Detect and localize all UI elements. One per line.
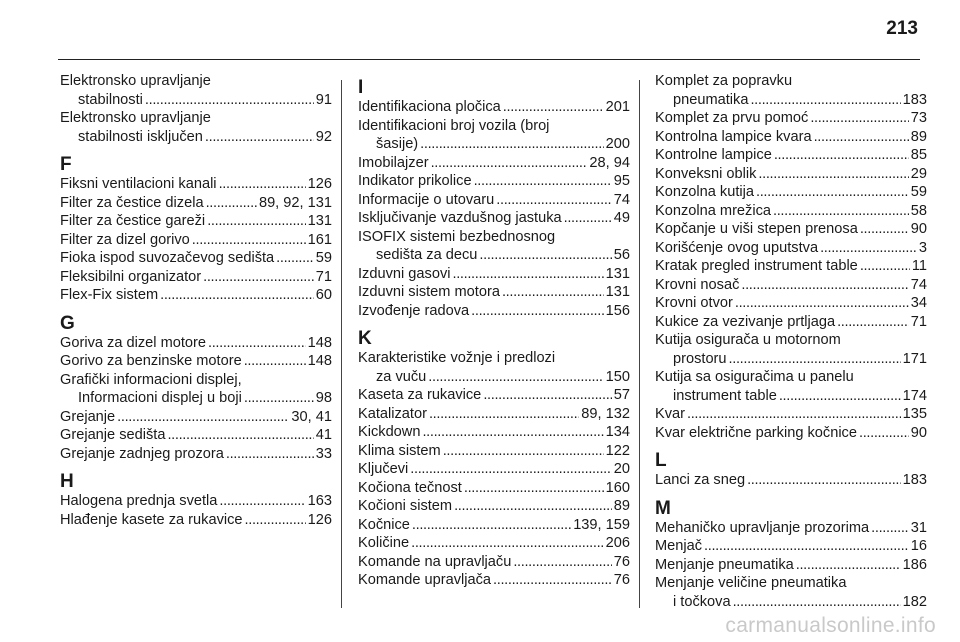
index-term: Flex-Fix sistem [60, 287, 159, 303]
dot-leader [820, 239, 917, 258]
page-reference: 182 [902, 593, 927, 610]
index-entry [655, 313, 927, 332]
dot-leader [810, 109, 908, 128]
dot-leader [219, 175, 306, 194]
page-reference: 71 [910, 313, 927, 330]
section-letter: M [655, 497, 671, 519]
index-entry [655, 556, 927, 575]
index-entry [655, 350, 927, 369]
page-reference: 163 [307, 493, 332, 509]
dot-leader [503, 98, 604, 117]
index-term: Kickdown [358, 424, 421, 440]
page-reference: 74 [910, 276, 927, 293]
page-reference: 126 [307, 511, 332, 528]
index-term: Komplet za prvu pomoć [655, 110, 809, 126]
page-reference: 91 [315, 91, 332, 108]
dot-leader [860, 220, 909, 239]
dot-leader [483, 386, 611, 405]
index-term: Isključivanje vazdušnog jastuka [358, 210, 562, 226]
index-term: Kontrolne lampice [655, 147, 772, 163]
index-entry [358, 209, 630, 228]
dot-leader [454, 497, 612, 516]
index-entry [655, 593, 927, 612]
index-term: Informacije o utovaru [358, 191, 495, 208]
index-term: Klima sistem [358, 442, 441, 459]
dot-leader [219, 492, 305, 511]
page-reference: 131 [307, 213, 332, 229]
index-term: Kukice za vezivanje prtljaga [655, 313, 836, 330]
index-entry [655, 424, 927, 443]
page-reference: 28, 94 [589, 154, 630, 171]
index-entry [60, 212, 332, 231]
dot-leader [758, 165, 908, 184]
index-term: za vuču [376, 368, 427, 385]
page-reference: 71 [315, 268, 332, 285]
page-reference: 59 [910, 184, 927, 200]
dot-leader [167, 426, 313, 445]
index-term: Konveksni oblik [655, 165, 757, 182]
index-entry [60, 511, 332, 530]
dot-leader [687, 405, 901, 424]
index-term: Fleksibilni organizator [60, 268, 202, 285]
index-entry [358, 534, 630, 553]
page-reference: 89 [910, 128, 927, 145]
section-letter: L [655, 450, 667, 471]
index-entry [358, 386, 630, 405]
page-reference: 148 [307, 353, 332, 369]
index-entry [358, 302, 630, 321]
section-letter: I [358, 77, 364, 98]
page-reference: 74 [613, 191, 630, 208]
index-entry [655, 405, 927, 424]
dot-leader [205, 128, 314, 147]
dot-leader [192, 231, 306, 250]
page-reference: 33 [315, 445, 332, 462]
index-entry-head: Kutija osigurača u motornom [655, 332, 841, 348]
index-entry [60, 334, 332, 353]
dot-leader [428, 368, 603, 387]
section-letter: K [358, 328, 372, 349]
index-term: Izduvni gasovi [358, 265, 451, 282]
page-reference: 89, 92, 131 [258, 194, 332, 211]
index-entry [358, 516, 630, 535]
index-entry [655, 183, 927, 202]
dot-leader [773, 202, 909, 221]
index-entry [358, 98, 630, 117]
index-term: Kaseta za rukavice [358, 387, 482, 403]
index-term: sedišta za decu [376, 247, 478, 263]
index-term: Grejanje [60, 408, 116, 425]
index-term: Gorivo za benzinske motore [60, 353, 242, 369]
index-term: Komande na upravljaču [358, 553, 512, 570]
dot-leader [733, 593, 901, 612]
index-term: Izduvni sistem motora [358, 284, 500, 300]
index-column-2 [358, 78, 630, 590]
index-entry [655, 146, 927, 165]
section-letter: F [60, 154, 72, 175]
index-entry [358, 442, 630, 461]
index-term: Menjač [655, 538, 703, 554]
index-entry [358, 368, 630, 387]
index-term: Halogena prednja svetla [60, 493, 218, 509]
dot-leader [837, 313, 909, 332]
index-term: Informacioni displej u boji [78, 390, 242, 406]
page-reference: 183 [902, 91, 927, 108]
index-entry [655, 471, 927, 490]
dot-leader [208, 334, 306, 353]
index-entry [358, 191, 630, 210]
index-entry [60, 445, 332, 464]
index-entry [655, 109, 927, 128]
index-term: Izvođenje radova [358, 302, 470, 319]
page-reference: 122 [605, 442, 630, 459]
page-reference: 126 [307, 176, 332, 192]
dot-leader [741, 276, 908, 295]
column-divider [639, 80, 640, 608]
index-entry [358, 172, 630, 191]
page-reference: 206 [605, 535, 630, 551]
index-entry [655, 537, 927, 556]
index-term: Lanci za sneg [655, 472, 746, 488]
dot-leader [410, 460, 611, 479]
page-reference: 200 [605, 136, 630, 152]
dot-leader [422, 423, 603, 442]
page-reference: 161 [307, 231, 332, 248]
index-term: Hlađenje kasete za rukavice [60, 511, 243, 528]
index-term: Grejanje sedišta [60, 427, 166, 443]
index-term: Kočnice [358, 516, 410, 533]
index-entry-head: Menjanje veličine pneumatika [655, 575, 847, 591]
index-column-1 [60, 72, 332, 529]
page-reference: 186 [902, 556, 927, 573]
dot-leader [203, 268, 314, 287]
index-entry-head: Elektronsko upravljanje [60, 73, 211, 89]
index-entry [358, 460, 630, 479]
page-reference: 160 [605, 479, 630, 496]
dot-leader [206, 194, 257, 213]
header-rule [58, 59, 920, 60]
page-reference: 73 [910, 110, 927, 126]
index-entry [60, 389, 332, 408]
index-term: prostoru [673, 350, 727, 367]
dot-leader [226, 445, 314, 464]
index-entry-head: Identifikacioni broj vozila (broj [358, 117, 550, 134]
dot-leader [859, 424, 909, 443]
page-reference: 148 [307, 334, 332, 351]
page-reference: 89, 132 [581, 405, 630, 422]
page-reference: 89 [613, 498, 630, 514]
index-entry [60, 286, 332, 305]
index-term: Fiksni ventilacioni kanali [60, 176, 217, 192]
index-entry-head: Kutija sa osiguračima u panelu [655, 369, 854, 385]
index-entry [60, 175, 332, 194]
index-entry [358, 479, 630, 498]
dot-leader [502, 283, 604, 302]
dot-leader [747, 471, 901, 490]
index-entry [60, 194, 332, 213]
index-term: Identifikaciona pločica [358, 99, 501, 115]
page-reference: 57 [613, 387, 630, 403]
page-reference: 95 [613, 173, 630, 189]
dot-leader [431, 154, 588, 173]
index-term: pneumatika [673, 91, 749, 108]
index-entry [655, 257, 927, 276]
page-reference: 3 [918, 239, 927, 256]
dot-leader [779, 387, 901, 406]
dot-leader [420, 135, 603, 154]
index-term: Konzolna kutija [655, 184, 754, 200]
index-entry [358, 497, 630, 516]
index-term: Filter za dizel gorivo [60, 231, 190, 248]
dot-leader [276, 249, 314, 268]
index-entry [655, 128, 927, 147]
dot-leader [145, 91, 314, 110]
dot-leader [814, 128, 909, 147]
page-reference: 134 [605, 424, 630, 440]
page-number: 213 [886, 18, 918, 39]
page-reference: 16 [910, 538, 927, 554]
dot-leader [796, 556, 901, 575]
index-entry [60, 352, 332, 371]
index-term: Korišćenje ovog uputstva [655, 239, 819, 256]
page-reference: 90 [910, 221, 927, 237]
page-reference: 156 [605, 302, 630, 319]
index-entry [655, 276, 927, 295]
dot-leader [735, 294, 909, 313]
index-term: Kočiona tečnost [358, 479, 462, 496]
dot-leader [871, 519, 909, 538]
page-reference: 90 [910, 424, 927, 441]
index-term: šasije) [376, 136, 419, 152]
dot-leader [860, 257, 910, 276]
index-entry [358, 553, 630, 572]
index-term: Filter za čestice dizela [60, 194, 204, 211]
page-reference: 41 [315, 427, 332, 443]
index-entry [655, 220, 927, 239]
index-column-3 [655, 72, 927, 611]
index-term: Goriva za dizel motore [60, 334, 206, 351]
page-reference: 56 [613, 247, 630, 263]
page-reference: 201 [605, 99, 630, 115]
index-term: Fioka ispod suvozačevog sedišta [60, 250, 275, 266]
index-term: Grejanje zadnjeg prozora [60, 445, 224, 462]
index-term: instrument table [673, 387, 777, 404]
section-letter: H [60, 471, 74, 492]
index-entry [358, 246, 630, 265]
index-term: Kratak pregled instrument table [655, 258, 858, 274]
index-entry [60, 128, 332, 147]
dot-leader [750, 91, 900, 110]
index-term: Imobilajzer [358, 154, 429, 171]
page-reference: 60 [315, 287, 332, 303]
index-term: Količine [358, 535, 410, 551]
index-term: Indikator prikolice [358, 173, 472, 189]
dot-leader [412, 516, 571, 535]
index-term: Komande upravljača [358, 572, 492, 588]
index-entry [655, 387, 927, 406]
index-entry [358, 423, 630, 442]
index-term: stabilnosti [78, 91, 143, 108]
page-reference: 49 [613, 210, 630, 226]
index-entry [60, 426, 332, 445]
dot-leader [756, 183, 909, 202]
dot-leader [496, 191, 611, 210]
column-divider [341, 80, 342, 608]
index-entry-head: ISOFIX sistemi bezbednosnog [358, 228, 556, 245]
page-reference: 92 [315, 128, 332, 145]
page-reference: 30, 41 [291, 408, 332, 425]
index-term: Mehaničko upravljanje prozorima [655, 519, 870, 536]
section-letter: G [60, 312, 75, 334]
page-reference: 76 [613, 553, 630, 570]
index-term: Krovni otvor [655, 295, 733, 311]
page-reference: 31 [910, 519, 927, 536]
page-reference: 34 [910, 295, 927, 311]
dot-leader [443, 442, 604, 461]
page-reference: 174 [902, 387, 927, 404]
index-entry [655, 91, 927, 110]
dot-leader [471, 302, 603, 321]
index-term: Kontrolna lampice kvara [655, 128, 812, 145]
index-entry [60, 268, 332, 287]
dot-leader [411, 534, 604, 553]
dot-leader [452, 265, 603, 284]
dot-leader [244, 352, 306, 371]
page-reference: 29 [910, 165, 927, 182]
dot-leader [564, 209, 612, 228]
index-term: Ključevi [358, 461, 409, 477]
dot-leader [160, 286, 314, 305]
index-entry [655, 202, 927, 221]
index-entry [655, 294, 927, 313]
watermark: carmanualsonline.info [725, 614, 936, 637]
index-entry [60, 91, 332, 110]
index-term: Katalizator [358, 405, 427, 422]
page-reference: 150 [605, 368, 630, 385]
dot-leader [117, 408, 289, 427]
dot-leader [207, 212, 305, 231]
dot-leader [774, 146, 909, 165]
index-term: Kvar električne parking kočnice [655, 424, 857, 441]
page-reference: 11 [911, 258, 927, 274]
index-entry-head: Karakteristike vožnje i predlozi [358, 350, 556, 366]
index-entry [60, 249, 332, 268]
dot-leader [479, 246, 611, 265]
index-term: Konzolna mrežica [655, 202, 771, 219]
page-reference: 131 [605, 284, 630, 300]
index-entry [358, 571, 630, 590]
index-entry [358, 405, 630, 424]
index-entry-head: Komplet za popravku [655, 73, 793, 89]
dot-leader [245, 511, 306, 530]
page-reference: 131 [605, 265, 630, 282]
index-entry [358, 154, 630, 173]
page-reference: 85 [910, 147, 927, 163]
dot-leader [464, 479, 604, 498]
index-term: Kočioni sistem [358, 498, 453, 514]
dot-leader [729, 350, 901, 369]
page-reference: 76 [613, 572, 630, 588]
index-entry [655, 165, 927, 184]
index-term: Menjanje pneumatika [655, 556, 794, 573]
index-entry [60, 492, 332, 511]
dot-leader [244, 389, 314, 408]
index-term: Kopčanje u viši stepen prenosa [655, 221, 858, 237]
dot-leader [493, 571, 612, 590]
page-reference: 20 [613, 461, 630, 477]
index-entry [60, 231, 332, 250]
index-term: Kvar [655, 406, 686, 422]
index-term: Krovni nosač [655, 276, 740, 293]
page-reference: 98 [315, 390, 332, 406]
dot-leader [704, 537, 909, 556]
index-entry [358, 135, 630, 154]
index-term: Filter za čestice gareži [60, 213, 206, 229]
dot-leader [429, 405, 579, 424]
index-entry [60, 408, 332, 427]
dot-leader [474, 172, 612, 191]
page-reference: 135 [902, 406, 927, 422]
index-entry-head: Elektronsko upravljanje [60, 110, 211, 126]
page-reference: 58 [910, 202, 927, 219]
index-term: i točkova [673, 593, 731, 610]
index-entry-head: Grafički informacioni displej, [60, 371, 242, 388]
page-reference: 139, 159 [573, 516, 630, 533]
index-term: stabilnosti isključen [78, 128, 203, 145]
index-entry [655, 519, 927, 538]
dot-leader [513, 553, 611, 572]
index-entry [358, 283, 630, 302]
index-entry [358, 265, 630, 284]
index-entry [655, 239, 927, 258]
page-reference: 171 [902, 350, 927, 367]
page-reference: 59 [315, 250, 332, 266]
page-reference: 183 [902, 472, 927, 488]
